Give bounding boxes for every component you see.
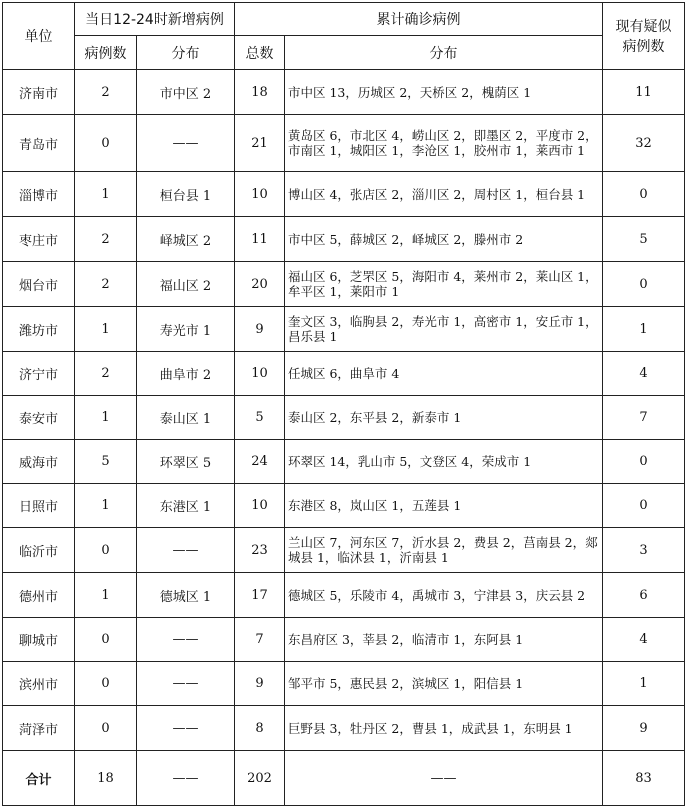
cum-distribution: 邹平市 5，惠民县 2，滨城区 1，阳信县 1 [285,662,603,706]
cum-distribution: 兰山区 7，河东区 7，沂水县 2，费县 2，莒南县 2，郯城县 1，临沭县 1，沂南县 1 [285,528,603,573]
header-unit: 单位 [3,3,75,70]
city-name: 菏泽市 [3,706,75,751]
table-row [3,70,685,115]
header-suspected [603,3,685,70]
header-cum-distribution: 分布 [285,36,603,70]
new-count: 2 [75,262,137,307]
totals-row [3,751,685,806]
city-name: 青岛市 [3,115,75,172]
city-name: 泰安市 [3,396,75,440]
city-name: 日照市 [3,484,75,528]
new-distribution: 福山区 2 [137,262,235,307]
new-distribution: —— [137,618,235,662]
new-distribution: —— [137,528,235,573]
cum-total: 21 [235,115,285,172]
city-name: 威海市 [3,440,75,484]
table-row [3,352,685,396]
table-row [3,618,685,662]
cum-distribution: 市中区 5，薛城区 2，峄城区 2，滕州市 2 [285,217,603,262]
header-suspected-line1: 现有疑似 [615,19,672,35]
city-name: 烟台市 [3,262,75,307]
new-distribution: 市中区 2 [137,70,235,115]
table-row [3,307,685,352]
new-count: 2 [75,217,137,262]
header-new-count: 病例数 [75,36,137,70]
totals-cum-distribution: —— [285,751,603,806]
cum-total: 8 [235,706,285,751]
city-name: 淄博市 [3,172,75,217]
new-count: 1 [75,307,137,352]
new-distribution: 环翠区 5 [137,440,235,484]
table-row [3,396,685,440]
suspected-count: 3 [603,528,685,573]
city-name: 临沂市 [3,528,75,573]
cum-total: 23 [235,528,285,573]
header-cumulative: 累计确诊病例 [235,3,603,36]
new-distribution: 桓台县 1 [137,172,235,217]
city-name: 滨州市 [3,662,75,706]
suspected-count: 1 [603,307,685,352]
cum-total: 7 [235,618,285,662]
cum-distribution: 东港区 8，岚山区 1，五莲县 1 [285,484,603,528]
suspected-count: 4 [603,618,685,662]
table-row [3,706,685,751]
cum-distribution: 福山区 6，芝罘区 5，海阳市 4，莱州市 2，莱山区 1，牟平区 1，莱阳市 1 [285,262,603,307]
new-distribution: —— [137,115,235,172]
suspected-count: 7 [603,396,685,440]
city-name: 济南市 [3,70,75,115]
table-row [3,528,685,573]
suspected-count: 0 [603,484,685,528]
totals-suspected: 83 [603,751,685,806]
city-name: 潍坊市 [3,307,75,352]
suspected-count: 4 [603,352,685,396]
new-count: 1 [75,484,137,528]
suspected-count: 9 [603,706,685,751]
header-new-distribution: 分布 [137,36,235,70]
suspected-count: 0 [603,440,685,484]
new-count: 2 [75,70,137,115]
new-count: 0 [75,115,137,172]
city-name: 德州市 [3,573,75,618]
cum-distribution: 环翠区 14，乳山市 5，文登区 4，荣成市 1 [285,440,603,484]
cum-total: 9 [235,662,285,706]
cum-distribution: 德城区 5，乐陵市 4，禹城市 3，宁津县 3，庆云县 2 [285,573,603,618]
new-distribution: —— [137,662,235,706]
new-distribution: 东港区 1 [137,484,235,528]
table-row [3,573,685,618]
cum-total: 20 [235,262,285,307]
new-count: 1 [75,573,137,618]
cum-distribution: 黄岛区 6，市北区 4，崂山区 2，即墨区 2，平度市 2，市南区 1，城阳区 1，李沧区 1，胶州市 1，莱西市 1 [285,115,603,172]
cum-distribution: 泰山区 2，东平县 2，新泰市 1 [285,396,603,440]
cum-distribution: 任城区 6，曲阜市 4 [285,352,603,396]
suspected-count: 1 [603,662,685,706]
table-row [3,217,685,262]
new-distribution: —— [137,706,235,751]
header-suspected-line2: 病例数 [622,39,665,55]
new-distribution: 曲阜市 2 [137,352,235,396]
suspected-count: 5 [603,217,685,262]
cum-distribution: 巨野县 3，牡丹区 2，曹县 1，成武县 1，东明县 1 [285,706,603,751]
cum-total: 5 [235,396,285,440]
table-row [3,172,685,217]
city-name: 济宁市 [3,352,75,396]
suspected-count: 6 [603,573,685,618]
new-count: 0 [75,618,137,662]
case-table [2,2,685,806]
table-row [3,484,685,528]
new-distribution: 寿光市 1 [137,307,235,352]
new-count: 0 [75,706,137,751]
suspected-count: 32 [603,115,685,172]
suspected-count: 11 [603,70,685,115]
cum-total: 10 [235,172,285,217]
cum-total: 11 [235,217,285,262]
cum-total: 10 [235,484,285,528]
city-name: 聊城市 [3,618,75,662]
table-row [3,662,685,706]
totals-new-distribution: —— [137,751,235,806]
cum-distribution: 博山区 4，张店区 2，淄川区 2，周村区 1，桓台县 1 [285,172,603,217]
table-row [3,115,685,172]
totals-cum-total: 202 [235,751,285,806]
cum-total: 24 [235,440,285,484]
new-count: 0 [75,662,137,706]
table-row [3,440,685,484]
new-count: 5 [75,440,137,484]
new-distribution: 德城区 1 [137,573,235,618]
city-name: 枣庄市 [3,217,75,262]
new-distribution: 峄城区 2 [137,217,235,262]
header-new-cases: 当日12-24时新增病例 [75,3,235,36]
new-distribution: 泰山区 1 [137,396,235,440]
totals-new-count: 18 [75,751,137,806]
cum-distribution: 奎文区 3，临朐县 2，寿光市 1，高密市 1，安丘市 1，昌乐县 1 [285,307,603,352]
cum-total: 18 [235,70,285,115]
table-row [3,262,685,307]
suspected-count: 0 [603,172,685,217]
cum-total: 17 [235,573,285,618]
cum-total: 10 [235,352,285,396]
new-count: 1 [75,172,137,217]
cum-distribution: 东昌府区 3，莘县 2，临清市 1，东阿县 1 [285,618,603,662]
totals-label: 合计 [3,751,75,806]
header-cum-total: 总数 [235,36,285,70]
new-count: 1 [75,396,137,440]
cum-total: 9 [235,307,285,352]
suspected-count: 0 [603,262,685,307]
new-count: 0 [75,528,137,573]
cum-distribution: 市中区 13，历城区 2，天桥区 2，槐荫区 1 [285,70,603,115]
new-count: 2 [75,352,137,396]
